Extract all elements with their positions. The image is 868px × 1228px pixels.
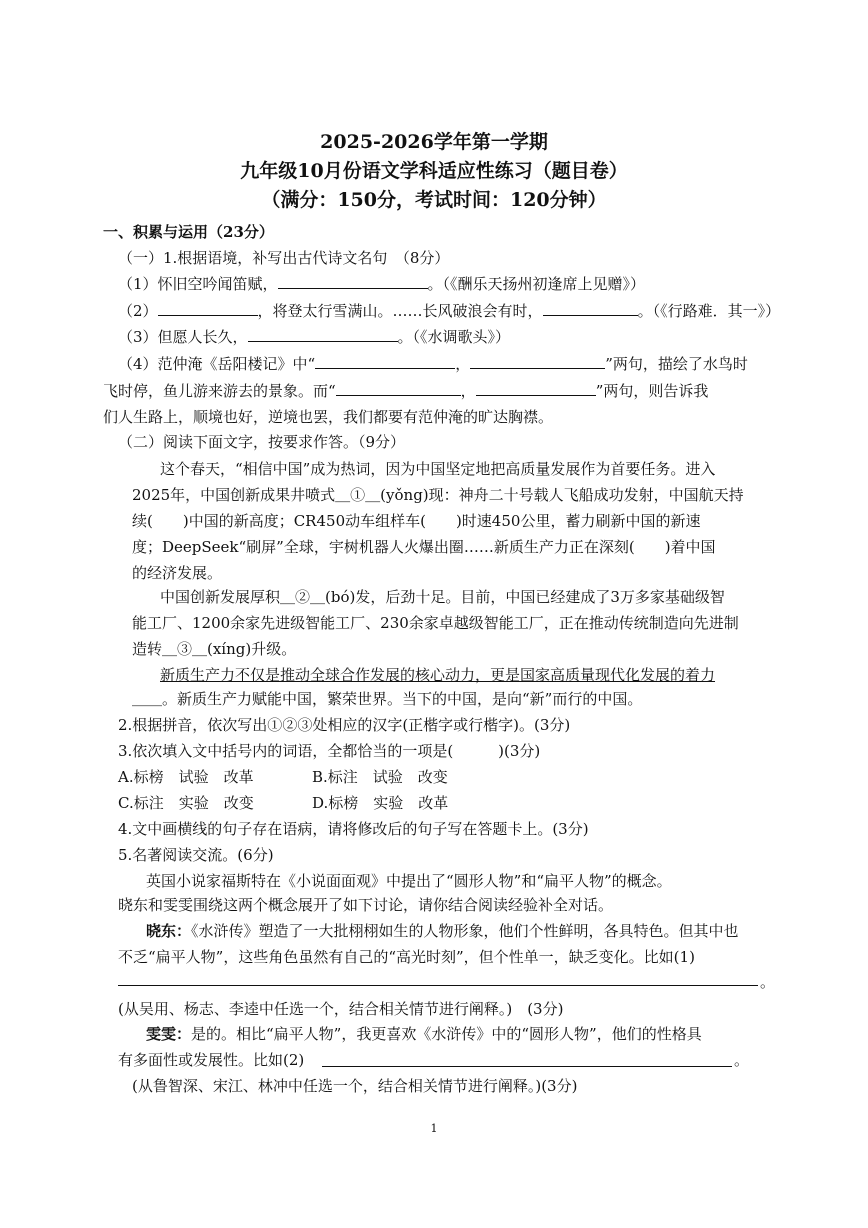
passage-p3-l2 bbox=[132, 689, 642, 709]
poem-q1 bbox=[118, 274, 645, 294]
question-2: 2.根据拼音，依次写出①②③处相应的汉字(正楷字或行楷字)。(3分) bbox=[118, 716, 571, 734]
section-heading: 一、积累与运用（23分） bbox=[103, 223, 274, 241]
exam-subtitle: 九年级10月份语文学科适应性练习（题目卷） bbox=[240, 160, 628, 182]
option-d: D.标榜 实验 改革 bbox=[312, 794, 449, 812]
passage-p1-l2: 2025年，中国创新成果井喷式＿①＿(yǒng)现：神舟二十号载人飞船成功发射，中国航天持 bbox=[132, 486, 744, 504]
answer-line-2[interactable] bbox=[322, 1066, 732, 1067]
comma: ， bbox=[460, 382, 476, 400]
exam-title: 2025-2026学年第一学期 bbox=[320, 131, 548, 153]
passage-p1-l4: 度；DeepSeek“刷屏”全球，宇树机器人火爆出圈……新质生产力正在深刻( )着中国 bbox=[132, 538, 716, 556]
poem-q4-text: （4）范仲淹《岳阳楼记》中“ bbox=[118, 355, 316, 373]
answer-blank[interactable] bbox=[336, 381, 461, 396]
answer-line-2-period: 。 bbox=[734, 1051, 750, 1069]
poem-q3-source: 。（《水调歌头》） bbox=[397, 328, 511, 346]
speaker-wenwen: 雯雯： bbox=[146, 1025, 192, 1043]
underlined-sentence-l1: 新质生产力不仅是推动全球合作发展的核心动力，更是国家高质量现代化发展的着力 bbox=[160, 666, 716, 684]
poem-q3-text: （3）但愿人长久， bbox=[118, 328, 248, 346]
answer-blank[interactable] bbox=[543, 301, 638, 316]
answer-blank[interactable] bbox=[248, 327, 398, 342]
part1-label: （一）1.根据语境，补写出古代诗文名句 （8分） bbox=[118, 249, 450, 267]
passage-p1-l3: 续( )中国的新高度；CR450动车组样车( )时速450公里，蓄力刷新中国的新速 bbox=[132, 512, 701, 530]
answer-blank[interactable] bbox=[476, 381, 596, 396]
answer-blank[interactable] bbox=[315, 354, 455, 369]
dialogue-wenwen-l2: 有多面性或发展性。比如(2) bbox=[118, 1051, 305, 1069]
wenwen-note: (从鲁智深、宋江、林冲中任选一个，结合相关情节进行阐释。)(3分) bbox=[132, 1077, 578, 1095]
option-c: C.标注 实验 改变 bbox=[118, 794, 254, 812]
question-5: 5.名著阅读交流。(6分) bbox=[118, 846, 274, 864]
poem-q4-line3: 们人生路上，顺境也好，逆境也罢，我们都要有范仲淹的旷达胸襟。 bbox=[103, 408, 554, 426]
passage-p3-l2-text: 。新质生产力赋能中国，繁荣世界。当下的中国，是向“新”而行的中国。 bbox=[162, 690, 643, 708]
answer-blank[interactable] bbox=[158, 301, 258, 316]
poem-q1-text: （1）怀旧空吟闻笛赋， bbox=[118, 275, 278, 293]
option-b: B.标注 试验 改变 bbox=[312, 768, 448, 786]
underlined-sentence-l2: ＿＿ bbox=[132, 690, 163, 708]
answer-line-1[interactable] bbox=[118, 985, 758, 986]
question-4: 4.文中画横线的句子存在语病，请将修改后的句子写在答题卡上。(3分) bbox=[118, 820, 589, 838]
exam-score-time: （满分：150分，考试时间：120分钟） bbox=[261, 189, 607, 211]
poem-q2-label: （2） bbox=[118, 302, 158, 320]
passage-p1-l5: 的经济发展。 bbox=[132, 564, 223, 582]
page-number: 1 bbox=[430, 1122, 438, 1135]
poem-q4-text-2: ”两句，描绘了水鸟时 bbox=[605, 355, 748, 373]
answer-line-1-period: 。 bbox=[760, 973, 776, 991]
poem-q4-text-4: ”两句，则告诉我 bbox=[595, 382, 709, 400]
wenwen-text: 是的。相比“扁平人物”，我更喜欢《水浒传》中的“圆形人物”，他们的性格具 bbox=[191, 1025, 702, 1043]
dialogue-wenwen-l1 bbox=[146, 1024, 702, 1044]
speaker-xiaodong: 晓东： bbox=[146, 922, 192, 940]
xiaodong-text: 《水浒传》塑造了一大批栩栩如生的人物形象，他们个性鲜明，各具特色。但其中也 bbox=[191, 922, 739, 940]
question-3: 3.依次填入文中括号内的词语，全都恰当的一项是( )(3分) bbox=[118, 742, 541, 760]
comma: ， bbox=[455, 355, 471, 373]
answer-blank[interactable] bbox=[278, 274, 428, 289]
option-a: A.标榜 试验 改革 bbox=[118, 768, 254, 786]
xiaodong-note: (从吴用、杨志、李逵中任选一个，结合相关情节进行阐释。) (3分) bbox=[118, 1000, 564, 1018]
poem-q4-line2 bbox=[103, 381, 708, 401]
poem-q4-line1 bbox=[118, 354, 748, 374]
dialogue-xiaodong-l2: 不乏“扁平人物”，这些角色虽然有自己的“高光时刻”，但个性单一，缺乏变化。比如(1) bbox=[118, 948, 695, 966]
poem-q2-source: 。（《行路难．其一》） bbox=[637, 302, 781, 320]
answer-blank[interactable] bbox=[470, 354, 605, 369]
part2-label: （二）阅读下面文字，按要求作答。（9分） bbox=[118, 433, 406, 451]
q5-intro-2: 晓东和雯雯围绕这两个概念展开了如下讨论，请你结合阅读经验补全对话。 bbox=[118, 896, 614, 914]
dialogue-xiaodong-l1 bbox=[146, 921, 739, 941]
poem-q2 bbox=[118, 301, 780, 321]
passage-p2-l3: 造转＿③＿(xíng)升级。 bbox=[132, 640, 297, 658]
poem-q1-source: 。（《酬乐天扬州初逢席上见赠》） bbox=[427, 275, 646, 293]
poem-q2-text: ，将登太行雪满山。……长风破浪会有时， bbox=[257, 302, 543, 320]
poem-q3 bbox=[118, 327, 510, 347]
passage-p2-l1: 中国创新发展厚积＿②＿(bó)发，后劲十足。目前，中国已经建成了3万多家基础级智 bbox=[160, 588, 725, 606]
q5-intro-1: 英国小说家福斯特在《小说面面观》中提出了“圆形人物”和“扁平人物”的概念。 bbox=[146, 872, 672, 890]
passage-p2-l2: 能工厂、1200余家先进级智能工厂、230余家卓越级智能工厂，正在推动传统制造向先进制 bbox=[132, 614, 739, 632]
poem-q4-text-3: 飞时停，鱼儿游来游去的景象。而“ bbox=[103, 382, 336, 400]
passage-p1-l1: 这个春天，“相信中国”成为热词，因为中国坚定地把高质量发展作为首要任务。进入 bbox=[160, 460, 716, 478]
